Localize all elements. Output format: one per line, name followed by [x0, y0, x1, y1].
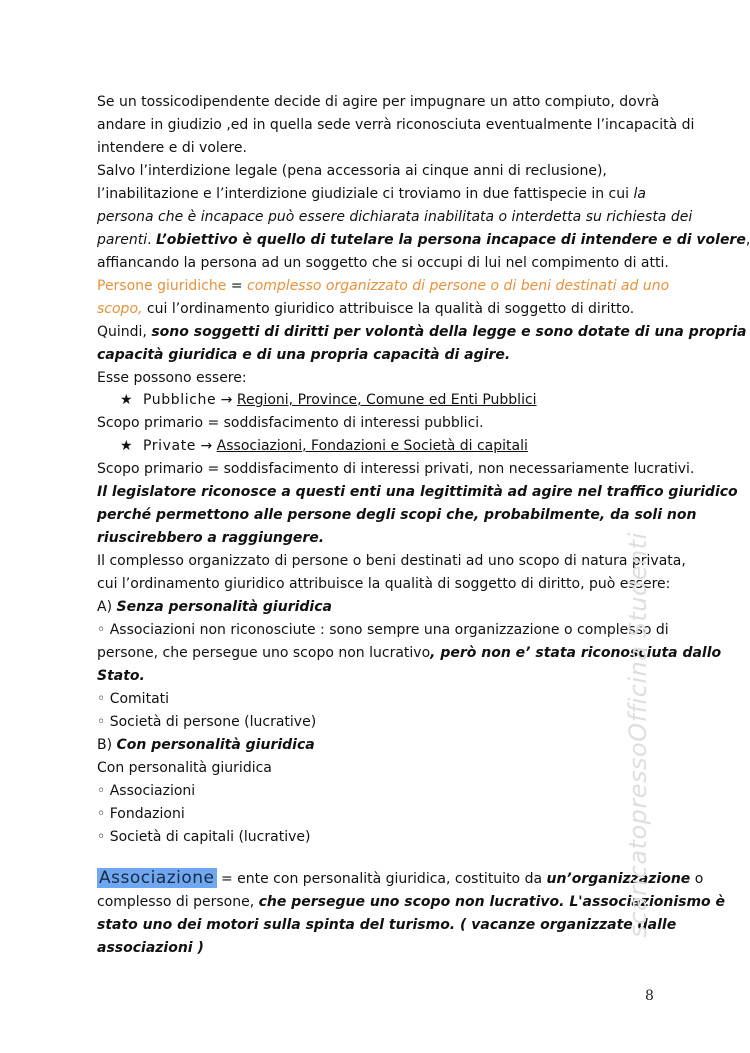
arrow-icon: →: [216, 392, 237, 408]
bold-italic-run: L’obiettivo è quello di tutelare la persona incapace di intendere e di volere: [156, 232, 746, 248]
text-run: ,: [745, 232, 750, 248]
definition-line: [97, 277, 669, 295]
list-item: ◦ Società di persone (lucrative): [97, 714, 317, 730]
text-line: affiancando la persona ad un soggetto che si occupi di lui nel compimento di atti.: [97, 255, 669, 271]
bold-italic-line: riuscirebbero a raggiungere.: [97, 530, 325, 546]
bold-italic-line: stato uno dei motori sulla spinta del turismo. ( vacanze organizzate dalle: [97, 917, 677, 933]
watermark-text: scaricatopressoOfficina Studenti: [624, 532, 652, 938]
type-label: Private: [143, 438, 197, 454]
italic-line: persona che è incapace può essere dichiarata inabilitata o interdetta su richiesta dei: [97, 209, 693, 225]
section-title: Con personalità giuridica: [116, 737, 315, 753]
text-line: Il complesso organizzato di persone o beni destinati ad uno scopo di natura privata,: [97, 553, 686, 569]
definition-line: [97, 867, 703, 890]
text-run: complesso di persone,: [97, 894, 259, 910]
text-line: [97, 231, 750, 249]
bold-italic-line: Il legislatore riconosce a questi enti una legittimità ad agire nel traffico giuridico: [97, 484, 738, 500]
type-label: Pubbliche: [143, 392, 217, 408]
bold-italic-line: perché permettono alle persone degli scopi che, probabilmente, da soli non: [97, 507, 697, 523]
text-line: Esse possono essere:: [97, 370, 247, 386]
text-run: l’inabilitazione e l’interdizione giudiziale ci troviamo in due fattispecie in cui: [97, 186, 634, 202]
type-examples: Associazioni, Fondazioni e Società di capitali: [216, 438, 528, 454]
text-line: andare in giudizio ,ed in quella sede verrà riconosciuta eventualmente l’incapacità di: [97, 117, 695, 133]
term-associazione: Associazione: [99, 868, 215, 888]
text-line: intendere e di volere.: [97, 140, 247, 156]
text-line: Scopo primario = soddisfacimento di interessi pubblici.: [97, 415, 484, 431]
arrow-icon: →: [196, 438, 217, 454]
list-item: ◦ Associazioni non riconosciute : sono sempre una organizzazione o complesso di: [97, 622, 669, 638]
list-item: ◦ Comitati: [97, 691, 170, 707]
text-run: o: [690, 871, 704, 887]
text-line: Se un tossicodipendente decide di agire per impugnare un atto compiuto, dovrà: [97, 94, 660, 110]
type-examples: Regioni, Province, Comune ed Enti Pubblici: [236, 392, 537, 408]
bold-italic-line: capacità giuridica e di una propria capacità di agire.: [97, 347, 511, 363]
definition-line: [97, 300, 634, 318]
text-run: .: [147, 232, 156, 248]
section-a-heading: [97, 598, 332, 616]
list-item: ◦ Fondazioni: [97, 806, 185, 822]
bold-italic-run: un’organizzazione: [546, 871, 691, 887]
text-run: =: [226, 278, 248, 294]
text-run: A): [97, 599, 117, 615]
definition-run: scopo,: [97, 301, 143, 317]
text-run: persone, che persegue uno scopo non lucrativo: [97, 645, 431, 661]
text-line: cui l’ordinamento giuridico attribuisce la qualità di soggetto di diritto, può essere:: [97, 576, 671, 592]
text-run: Quindi,: [97, 324, 152, 340]
text-run: cui l’ordinamento giuridico attribuisce la qualità di soggetto di diritto.: [142, 301, 635, 317]
star-bullet-icon: ★: [120, 392, 133, 408]
section-title: Senza personalità giuridica: [116, 599, 332, 615]
italic-run: parenti: [97, 232, 148, 248]
bold-italic-run: , però non e’ stata riconosciuta dallo: [430, 645, 722, 661]
text-run: B): [97, 737, 117, 753]
bold-italic-run: che persegue uno scopo non lucrativo. L'associazionismo è: [258, 894, 726, 910]
list-item: ◦ Società di capitali (lucrative): [97, 829, 311, 845]
italic-run: la: [633, 186, 646, 202]
section-b-heading: [97, 736, 315, 754]
type-item-private: [143, 437, 528, 455]
text-run: = ente con personalità giuridica, costituito da: [216, 871, 547, 887]
bold-italic-run: sono soggetti di diritti per volontà della legge e sono dotate di una propria: [151, 324, 747, 340]
text-line: [97, 323, 746, 341]
page-number: 8: [645, 988, 654, 1004]
bold-italic-line: associazioni ): [97, 940, 204, 956]
text-line: Con personalità giuridica: [97, 760, 272, 776]
watermark: [618, 532, 658, 938]
definition-run: complesso organizzato di persone o di beni destinati ad uno: [247, 278, 670, 294]
type-item-pubbliche: [143, 391, 537, 409]
term-persone-giuridiche: Persone giuridiche: [97, 278, 227, 294]
text-line: Scopo primario = soddisfacimento di interessi privati, non necessariamente lucrativi.: [97, 461, 695, 477]
text-line: Salvo l’interdizione legale (pena accessoria ai cinque anni di reclusione),: [97, 163, 607, 179]
list-item: ◦ Associazioni: [97, 783, 196, 799]
star-bullet-icon: ★: [120, 438, 133, 454]
text-line: [97, 185, 646, 203]
bold-italic-line: Stato.: [97, 668, 145, 684]
